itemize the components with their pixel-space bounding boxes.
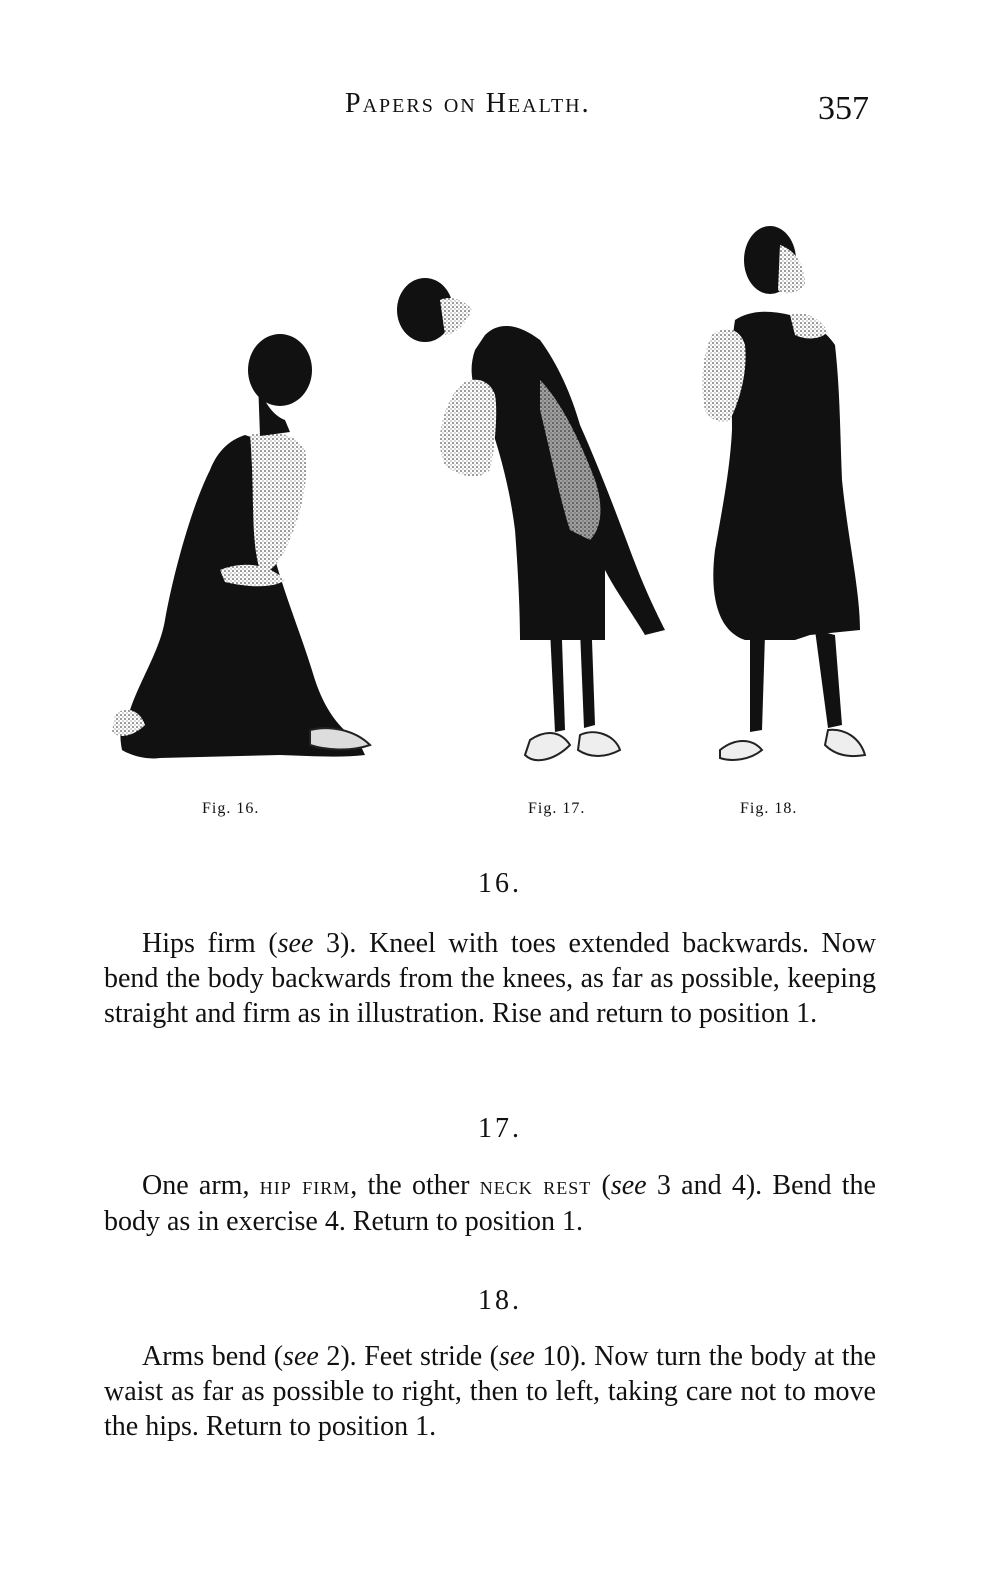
exercise-photographs xyxy=(100,210,880,790)
exercise-number-16: 16. xyxy=(478,868,522,899)
figure-17-bending xyxy=(397,278,665,760)
exercise-text-17: One arm, hip firm, the other neck rest (see 3 and 4). Bend the body as in exercise 4. Return to position 1. xyxy=(104,1170,876,1237)
running-head xyxy=(0,88,1000,128)
running-title: Papers on Health. xyxy=(345,88,591,119)
figure-18-standing xyxy=(702,226,865,760)
exercise-number-17: 17. xyxy=(478,1113,522,1144)
figures-illustration xyxy=(100,210,880,790)
figure-16-kneeling xyxy=(112,334,370,758)
exercise-text-16: Hips firm (see 3). Kneel with toes extended backwards. Now bend the body backwards from the knees, as far as possible, keeping straight and firm as in illustration. Rise and return to position 1. xyxy=(104,928,876,1029)
exercise-text-18: Arms bend (see 2). Feet stride (see 10). Now turn the body at the waist as far as possible to right, then to left, taking care not to move the hips. Return to position 1. xyxy=(104,1341,876,1442)
figure-caption-18: Fig. 18. xyxy=(740,800,798,817)
figure-caption-16: Fig. 16. xyxy=(202,800,260,817)
page-number: 357 xyxy=(818,90,869,127)
figure-caption-17: Fig. 17. xyxy=(528,800,586,817)
exercise-number-18: 18. xyxy=(478,1285,522,1316)
